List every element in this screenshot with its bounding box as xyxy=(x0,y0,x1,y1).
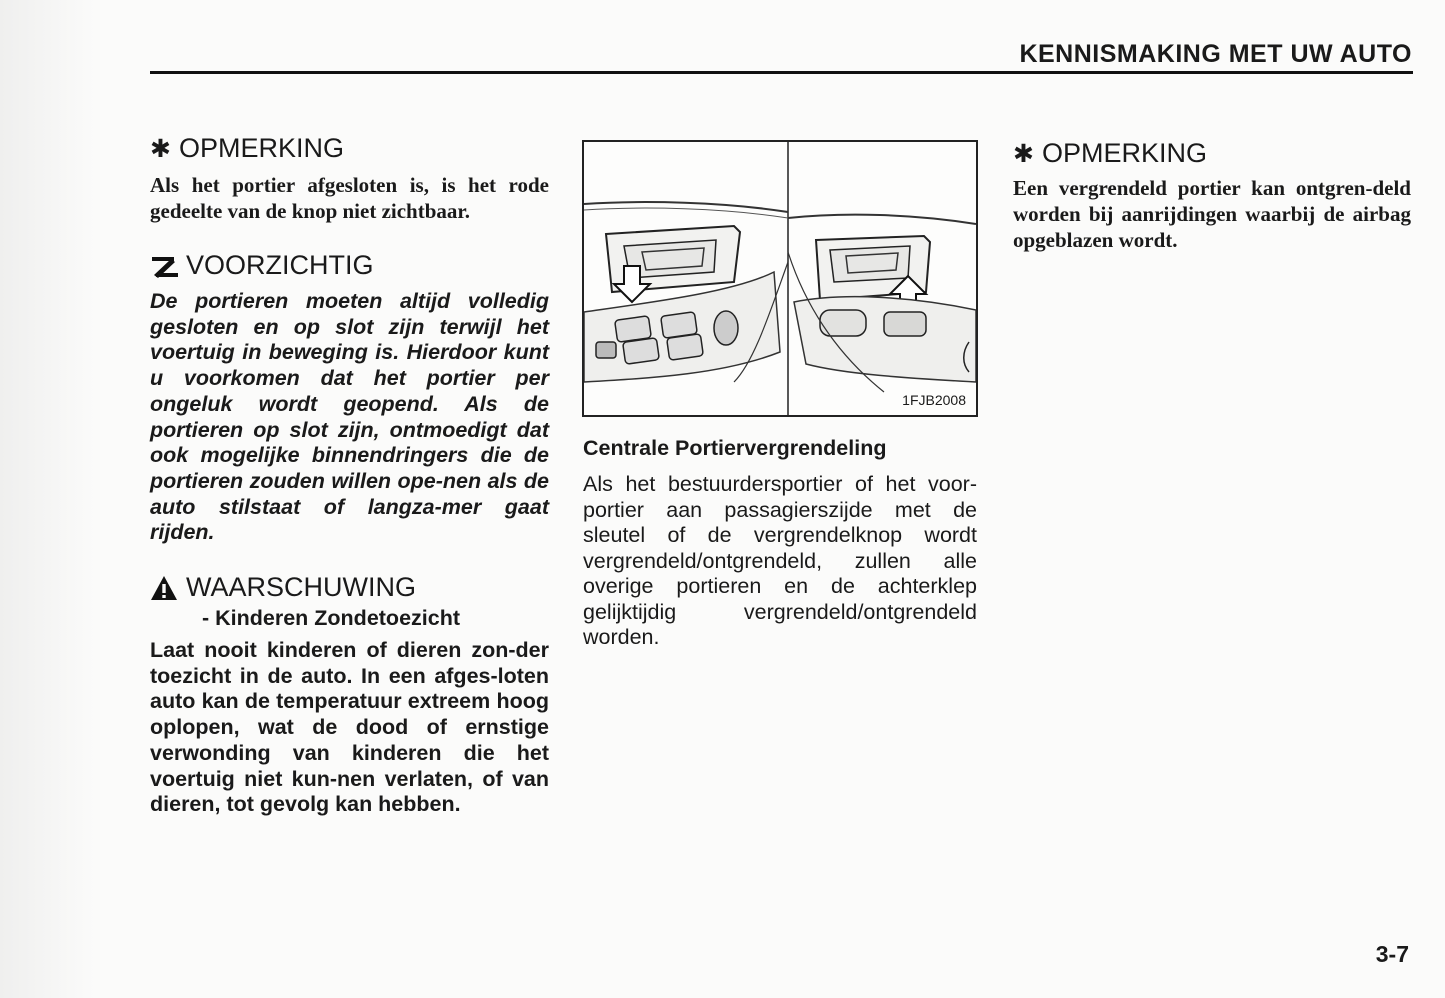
note-heading-label: OPMERKING xyxy=(178,133,344,163)
door-lock-illustration xyxy=(582,140,978,417)
asterisk-icon: ✱ xyxy=(150,134,171,163)
warning-subtitle: - Kinderen Zondetoezicht xyxy=(202,606,460,630)
note-heading xyxy=(150,133,344,164)
note-text-right: Een vergrendeld portier kan ontgren-deld worden bij aanrijdingen waarbij de airbag opgeblazen wordt. xyxy=(1013,176,1411,252)
warning-triangle-icon xyxy=(150,575,178,601)
page-edge-shade xyxy=(0,0,95,998)
note-heading-right-label: OPMERKING xyxy=(1041,138,1207,168)
warning-heading-label: WAARSCHUWING xyxy=(186,572,416,602)
warning-heading xyxy=(150,572,416,603)
note-heading-right xyxy=(1013,138,1207,169)
caution-text: De portieren moeten altijd volledig gesloten en op slot zijn terwijl het voertuig in beweging is. Hierdoor kunt u voorkomen dat het portier per ongeluk wordt geopend. Als de portieren op slot zijn, ontmoedigt dat ook mogelijke binnendringers die de portieren zouden willen ope-nen als de auto stilstaat of langza-mer gaat rijden. xyxy=(150,289,549,545)
caution-icon xyxy=(150,253,180,279)
note-text: Als het portier afgesloten is, is het rode gedeelte van de knop niet zichtbaar. xyxy=(150,173,549,223)
warning-text: Laat nooit kinderen of dieren zon-der toezicht in de auto. In een afges-loten auto kan de temperatuur extreem hoog oplopen, wat de dood of ernstige verwonding van kinderen die het voertuig niet kun-nen verlaten, of van dieren, tot gevolg kan hebben. xyxy=(150,638,549,817)
figure-code: 1FJB2008 xyxy=(902,392,966,408)
caution-heading xyxy=(150,250,374,281)
chapter-title: KENNISMAKING MET UW AUTO xyxy=(1019,40,1412,68)
header-rule xyxy=(150,71,1413,74)
caution-heading-label: VOORZICHTIG xyxy=(186,250,374,280)
central-locking-text: Als het bestuurdersportier of het voor-portier aan passagierszijde met de sleutel of de vergrendelknop wordt vergrendeld/ontgrendeld, zullen alle overige portieren en de achterklep gelijktijdig vergrendeld/ontgrendeld worden. xyxy=(583,472,977,649)
section-title: Centrale Portiervergrendeling xyxy=(583,436,887,460)
door-panels-drawing xyxy=(584,142,976,415)
page-number: 3-7 xyxy=(1375,941,1409,967)
asterisk-icon: ✱ xyxy=(1013,139,1034,168)
